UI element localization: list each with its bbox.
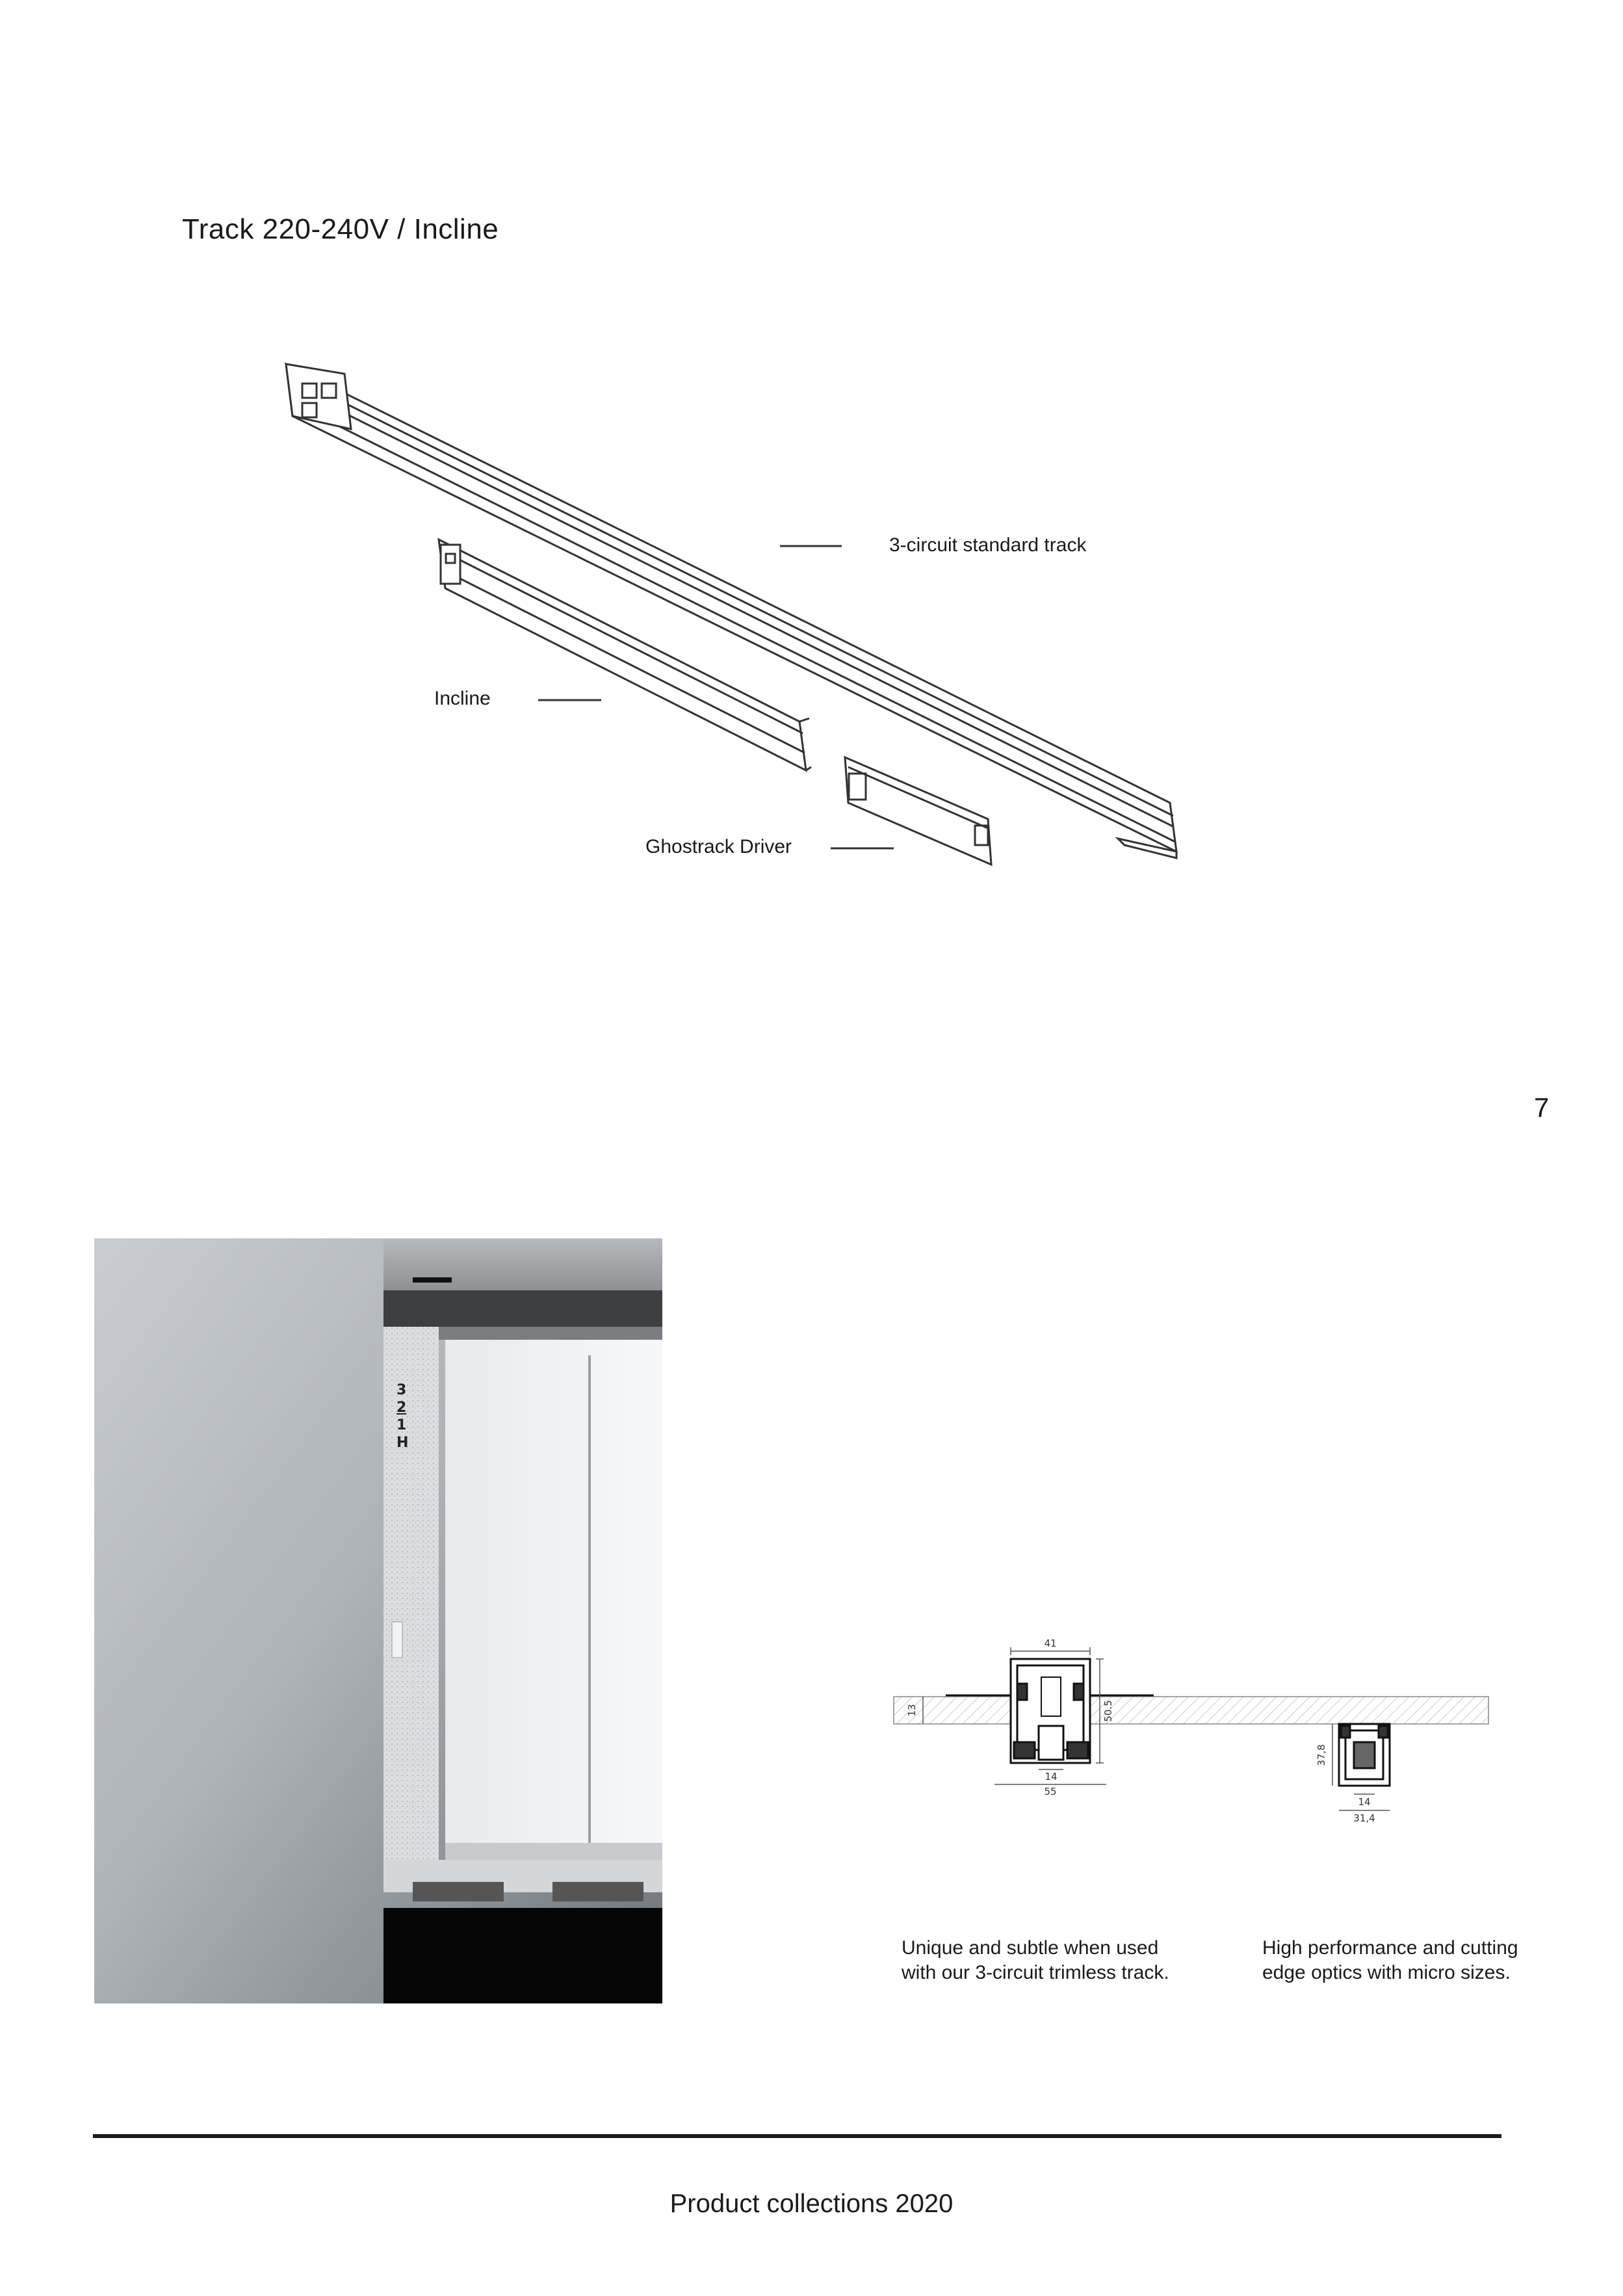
- floor-indicator-1: 1: [396, 1417, 407, 1433]
- dimension-lines: [923, 1647, 1390, 1810]
- footer-divider: [93, 2134, 1501, 2138]
- floor-indicator: [396, 1381, 408, 1452]
- page-number: 7: [1534, 1092, 1550, 1123]
- label-incline: Incline: [434, 688, 491, 709]
- caption-right: High performance and cutting edge optics with micro sizes.: [1262, 1937, 1518, 1983]
- dim-left-total: 55: [1044, 1786, 1057, 1797]
- floor-indicator-2: 2: [396, 1400, 407, 1416]
- lobby-photo-rendering: [94, 1238, 662, 2003]
- caption-left: Unique and subtle when used with our 3-circuit trimless track.: [902, 1937, 1169, 1983]
- floor-indicator-h: H: [396, 1435, 409, 1451]
- floor-indicator-3: 3: [396, 1382, 407, 1398]
- section-drawing: [890, 1586, 1501, 1859]
- track-product-illustration: [0, 0, 1623, 975]
- dim-left-slot: 14: [1045, 1771, 1058, 1782]
- profile-right: [1339, 1724, 1390, 1786]
- dim-right-total: 31,4: [1353, 1812, 1375, 1824]
- standard-track-drawing: [286, 364, 1176, 858]
- ceiling-slab: [894, 1697, 1488, 1724]
- dim-right-slot: 14: [1358, 1796, 1371, 1808]
- page-title: Track 220-240V / Incline: [182, 213, 499, 245]
- dim-left-ceiling: 13: [906, 1704, 918, 1717]
- lobby-photo: [94, 1238, 662, 2003]
- dim-left-top-width: 41: [1044, 1637, 1057, 1649]
- dim-right-height: 37,8: [1316, 1744, 1327, 1766]
- footer-text: Product collections 2020: [669, 2189, 954, 2218]
- dim-left-height: 50.5: [1102, 1700, 1114, 1722]
- label-driver: Ghostrack Driver: [645, 836, 792, 857]
- label-standard-track: 3-circuit standard track: [889, 534, 1087, 556]
